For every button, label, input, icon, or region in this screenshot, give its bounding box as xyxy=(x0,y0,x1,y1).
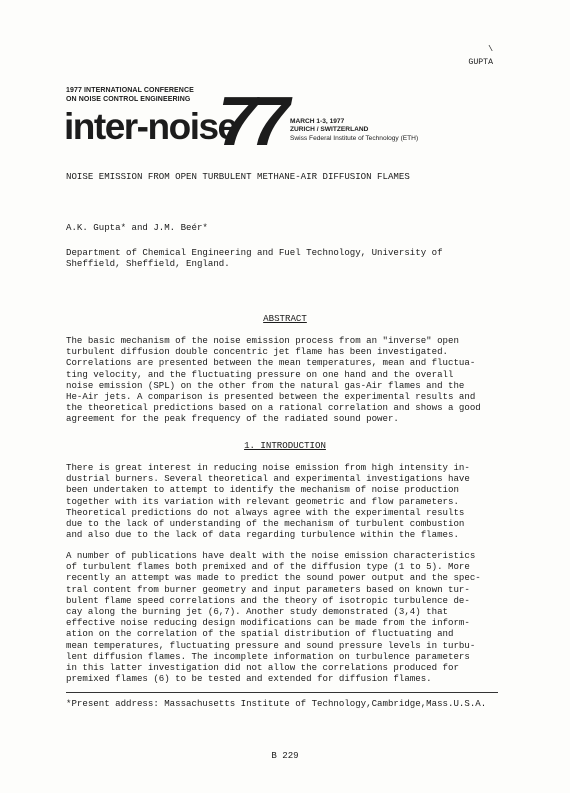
paper-authors: A.K. Gupta* and J.M. Beér* xyxy=(66,222,208,233)
intro-line: cay along the burning jet (6,7). Another study demonstrated (3,4) that xyxy=(66,606,448,618)
conference-line-1: 1977 INTERNATIONAL CONFERENCE xyxy=(66,87,194,94)
abstract-line: He-Air jets. A comparison is presented between the experimental results and xyxy=(66,391,476,403)
abstract-line: noise emission (SPL) on the other from the natural gas-Air flames and the xyxy=(66,379,465,391)
intro-line: together with its variation with relevant geometric and flow parameters. xyxy=(66,495,459,507)
corner-mark: \ xyxy=(488,45,493,54)
author-tag: GUPTA xyxy=(468,58,493,67)
abstract-heading: ABSTRACT xyxy=(263,313,307,324)
abstract-line: ting velocity, and the fluctuating pressure on one hand and the overall xyxy=(66,368,454,380)
intro-paragraph-2 xyxy=(66,550,502,684)
page-number: B 229 xyxy=(271,750,299,761)
affiliation-line: Department of Chemical Engineering and Fuel Technology, University of xyxy=(66,247,443,258)
intro-line: and also due to the lack of data regarding turbulence within the flames. xyxy=(66,529,459,541)
intro-line: in this latter investigation did not allow the correlations produced for xyxy=(66,662,459,674)
abstract-line: The basic mechanism of the noise emission process from an "inverse" open xyxy=(66,335,459,346)
intro-line: There is great interest in reducing noise emission from high intensity in- xyxy=(66,462,470,473)
intro-line: of turbulent flames both premixed and of the diffusion type (1 to 5). More xyxy=(66,561,470,573)
intro-line: Theoretical predictions do not always agree with the experimental results xyxy=(66,506,465,518)
conference-institute: Swiss Federal Institute of Technology (ETH) xyxy=(290,134,419,142)
intro-line: bulent flame speed correlations and the theory of isotropic turbulence de- xyxy=(66,594,470,606)
paper-title: NOISE EMISSION FROM OPEN TURBULENT METHANE-AIR DIFFUSION FLAMES xyxy=(66,171,410,182)
affiliation-line: Sheffield, Sheffield, England. xyxy=(66,258,230,270)
abstract-body xyxy=(66,335,502,425)
abstract-line: turbulent diffusion double concentric jet flame has been investigated. xyxy=(66,346,448,358)
intro-line: ation on the correlation of the spatial distribution of fluctuating and xyxy=(66,628,454,640)
abstract-line: Correlations are presented between the mean temperatures, mean and fluctua- xyxy=(66,357,476,369)
conference-header xyxy=(66,86,194,104)
internoise-logo-year: 77 xyxy=(218,82,284,160)
intro-line: A number of publications have dealt with the noise emission characteristics xyxy=(66,550,476,561)
intro-line: due to the lack of understanding of the mechanism of turbulent combustion xyxy=(66,518,465,530)
intro-line: dustrial burners. Several theoretical and experimental investigations have xyxy=(66,473,470,485)
abstract-line: agreement for the peak frequency of the radiated sound power. xyxy=(66,413,399,425)
conference-line-2: ON NOISE CONTROL ENGINEERING xyxy=(66,96,191,103)
intro-line: tral content from burner geometry and input parameters based on known tur- xyxy=(66,583,470,595)
internoise-logo-word: inter-noise xyxy=(64,106,237,147)
intro-line: mean temperatures, fluctuating pressure and sound pressure levels in turbu- xyxy=(66,639,476,651)
intro-line: premixed flames (6) to be tested and extended for diffusion flames. xyxy=(66,673,432,685)
affiliation xyxy=(66,247,506,269)
introduction-heading: 1. INTRODUCTION xyxy=(244,440,326,451)
intro-line: been undertaken to attempt to identify the mechanism of noise production xyxy=(66,484,459,496)
conference-meta xyxy=(290,118,418,143)
footnote-rule xyxy=(66,692,498,693)
intro-paragraph-1 xyxy=(66,462,502,540)
abstract-line: the theoretical predictions based on a rational correlation and shows a good xyxy=(66,402,481,414)
conference-location: ZURICH / SWITZERLAND xyxy=(290,126,369,134)
conference-dates: MARCH 1-3, 1977 xyxy=(290,118,345,125)
intro-line: recently an attempt was made to predict the sound power output and the spec- xyxy=(66,572,481,584)
intro-line: lent diffusion flames. The incomplete information on turbulence parameters xyxy=(66,650,470,662)
footnote: *Present address: Massachusetts Institute of Technology,Cambridge,Mass.U.S.A. xyxy=(66,698,487,709)
intro-line: effective noise reducing design modifications can be made from the inform- xyxy=(66,617,470,629)
